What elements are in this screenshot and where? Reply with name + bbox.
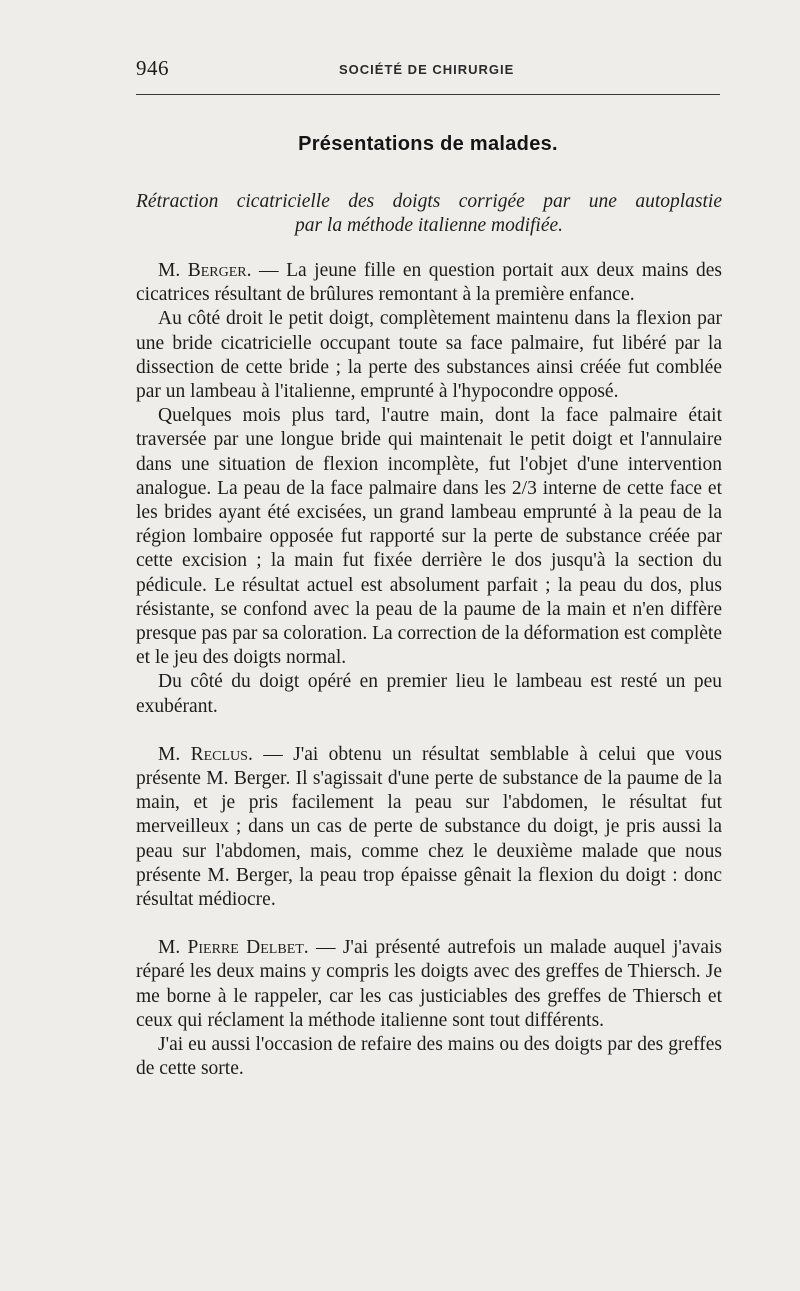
subtitle-line-2: par la méthode italienne modifiée. bbox=[294, 215, 564, 236]
berger-paragraph-4: Du côté du doigt opéré en premier lieu le lambeau est resté un peu exubérant. bbox=[136, 671, 722, 717]
speaker-berger: M. Berger. bbox=[158, 260, 252, 281]
header-rule bbox=[136, 94, 720, 95]
delbet-paragraph-1 bbox=[136, 936, 722, 1033]
subtitle-line-1: Rétraction cicatricielle des doigts corrigée par une autoplastie bbox=[136, 191, 722, 212]
berger-paragraph-2: Au côté droit le petit doigt, complètement maintenu dans la flexion par une bride cicatricielle occupant toute sa face palmaire, fut libéré par la dissection de cette bride ; la perte des substances ainsi créée fut comblée par un lambeau à l'italienne, emprunté à l'hypocondre opposé. bbox=[136, 308, 722, 403]
speaker-reclus: M. Reclus. bbox=[158, 743, 253, 765]
berger-paragraph-1 bbox=[136, 259, 722, 307]
article-subtitle bbox=[136, 190, 722, 238]
reclus-text: — J'ai obtenu un résultat semblable à celui que vous présente M. Berger. Il s'agissait d'une perte de substance de la paume de la main, et je pris facilement la peau sur l'abdomen, le résultat fut merveilleux ; dans un cas de perte de substance du doigt, je pris aussi la peau sur l'abdomen, mais, comme chez le deuxième malade que nous présente M. Berger, la peau trop épaisse gênait la flexion du doigt : donc résultat médiocre. bbox=[136, 743, 722, 911]
reclus-paragraph bbox=[136, 743, 722, 912]
berger-text-1: — La jeune fille en question portait aux deux mains des cicatrices résultant de brûlures remontant à la première enfance. bbox=[136, 260, 722, 306]
page-header bbox=[136, 52, 722, 84]
section-heading: Présentations de malades. bbox=[298, 133, 558, 155]
page-number: 946 bbox=[136, 56, 169, 80]
speaker-delbet: M. Pierre Delbet. bbox=[158, 937, 309, 959]
running-title: SOCIÉTÉ DE CHIRURGIE bbox=[339, 62, 515, 77]
body-text bbox=[136, 259, 722, 1082]
paragraph-gap bbox=[136, 719, 722, 743]
delbet-text-1: — J'ai présenté autrefois un malade auquel j'avais réparé les deux mains y compris les doigts avec des greffes de Thiersch. Je me borne à le rappeler, car les cas justiciables des greffes de Thiersch et ceux qui réclament la méthode italienne sont tout différents. bbox=[136, 937, 722, 1031]
delbet-paragraph-2: J'ai eu aussi l'occasion de refaire des mains ou des doigts par des greffes de cette sorte. bbox=[136, 1034, 722, 1080]
berger-paragraph-3: Quelques mois plus tard, l'autre main, dont la face palmaire était traversée par une longue bride qui maintenait le petit doigt et l'annulaire dans une situation de flexion incomplète, fut l'objet d'une intervention analogue. La peau de la face palmaire dans les 2/3 interne de cette face et les brides ayant été excisées, un grand lambeau emprunté à la peau de la région lombaire opposée fut rapporté sur la perte de substance créée par cette excision ; la main fut fixée derrière le dos jusqu'à la section du pédicule. Le résultat actuel est absolument parfait ; la peau du dos, plus résistante, se confond avec la peau de la paume de la main et n'en diffère presque pas par sa coloration. La correction de la déformation est complète et le jeu des doigts normal. bbox=[136, 405, 722, 669]
paragraph-gap bbox=[136, 912, 722, 936]
